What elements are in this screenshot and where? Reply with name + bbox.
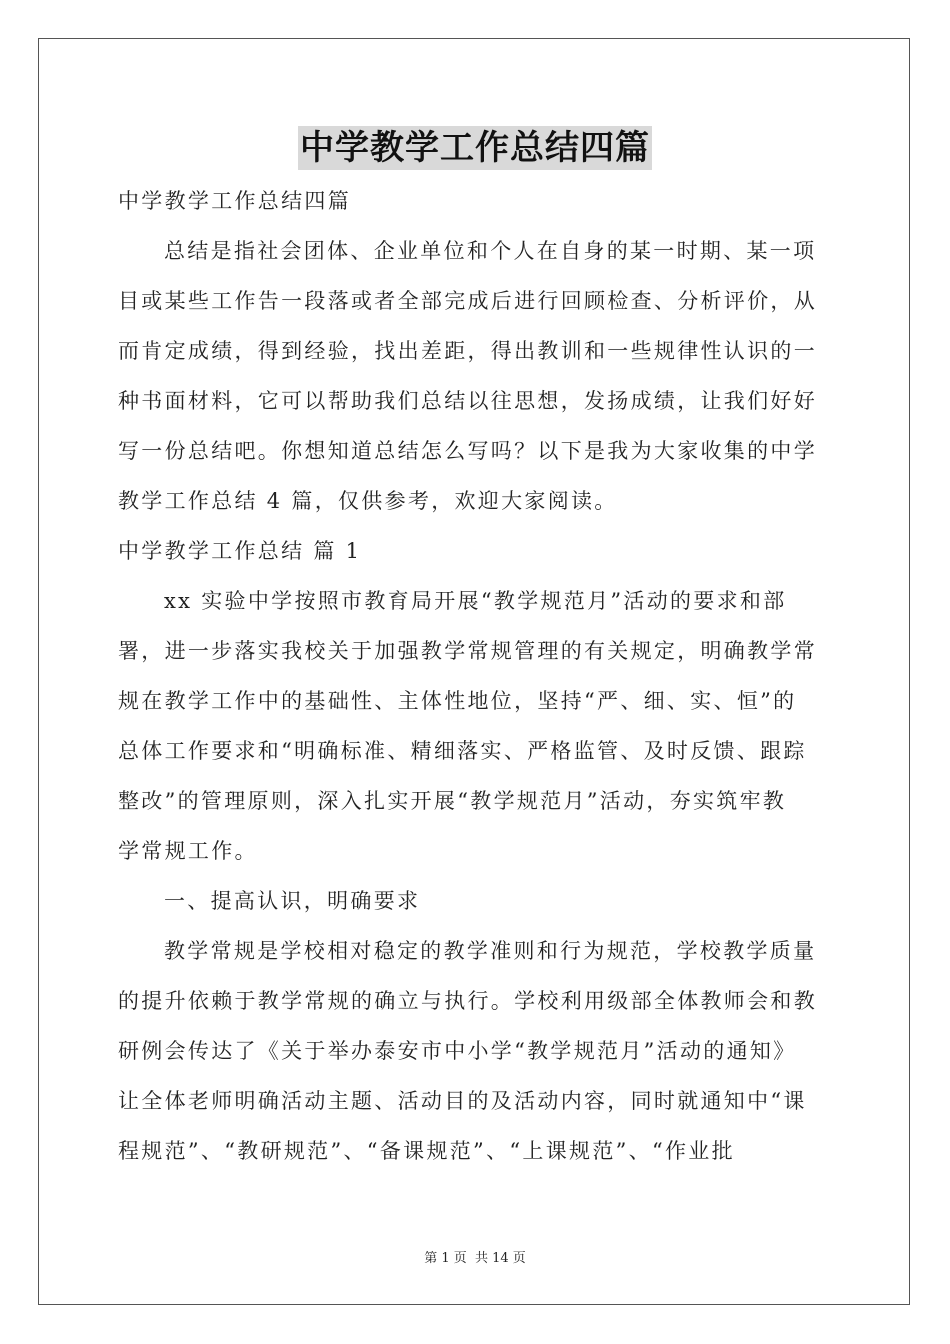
section-heading: 中学教学工作总结 篇 1	[118, 539, 362, 563]
page-number: 第 1 页	[424, 1251, 467, 1266]
body-line: 程规范”、“教研规范”、“备课规范”、“上课规范”、“作业批	[118, 1139, 735, 1163]
body-line: 目或某些工作告一段落或者全部完成后进行回顾检查、分析评价，从	[118, 289, 817, 313]
body-line: 写一份总结吧。你想知道总结怎么写吗？以下是我为大家收集的中学	[118, 439, 817, 463]
body-line: xx 实验中学按照市教育局开展“教学规范月”活动的要求和部	[164, 589, 787, 613]
body-line: 总体工作要求和“明确标准、精细落实、严格监管、及时反馈、跟踪	[118, 739, 807, 763]
body-line: 教学工作总结 4 篇，仅供参考，欢迎大家阅读。	[118, 489, 618, 513]
body-line: 中学教学工作总结四篇	[118, 189, 351, 213]
page-total: 共 14 页	[474, 1251, 526, 1266]
body-line: 研例会传达了《关于举办泰安市中小学“教学规范月”活动的通知》	[118, 1039, 797, 1063]
body-line: 教学常规是学校相对稳定的教学准则和行为规范，学校教学质量	[164, 939, 817, 963]
subsection-heading: 一、提高认识，明确要求	[164, 889, 421, 913]
body-line: 种书面材料，它可以帮助我们总结以往思想，发扬成绩，让我们好好	[118, 389, 817, 413]
title-container	[0, 126, 950, 170]
body-line: 署，进一步落实我校关于加强教学常规管理的有关规定，明确教学常	[118, 639, 817, 663]
body-line: 让全体老师明确活动主题、活动目的及活动内容，同时就通知中“课	[118, 1089, 807, 1113]
document-body	[118, 176, 832, 1176]
body-line: 而肯定成绩，得到经验，找出差距，得出教训和一些规律性认识的一	[118, 339, 817, 363]
body-line: 总结是指社会团体、企业单位和个人在自身的某一时期、某一项	[164, 239, 817, 263]
body-line: 整改”的管理原则，深入扎实开展“教学规范月”活动，夯实筑牢教	[118, 789, 787, 813]
body-line: 学常规工作。	[118, 839, 258, 863]
page-footer	[0, 1247, 950, 1266]
body-line: 规在教学工作中的基础性、主体性地位，坚持“严、细、实、恒”的	[118, 689, 797, 713]
body-line: 的提升依赖于教学常规的确立与执行。学校利用级部全体教师会和教	[118, 989, 817, 1013]
document-title: 中学教学工作总结四篇	[300, 128, 650, 168]
